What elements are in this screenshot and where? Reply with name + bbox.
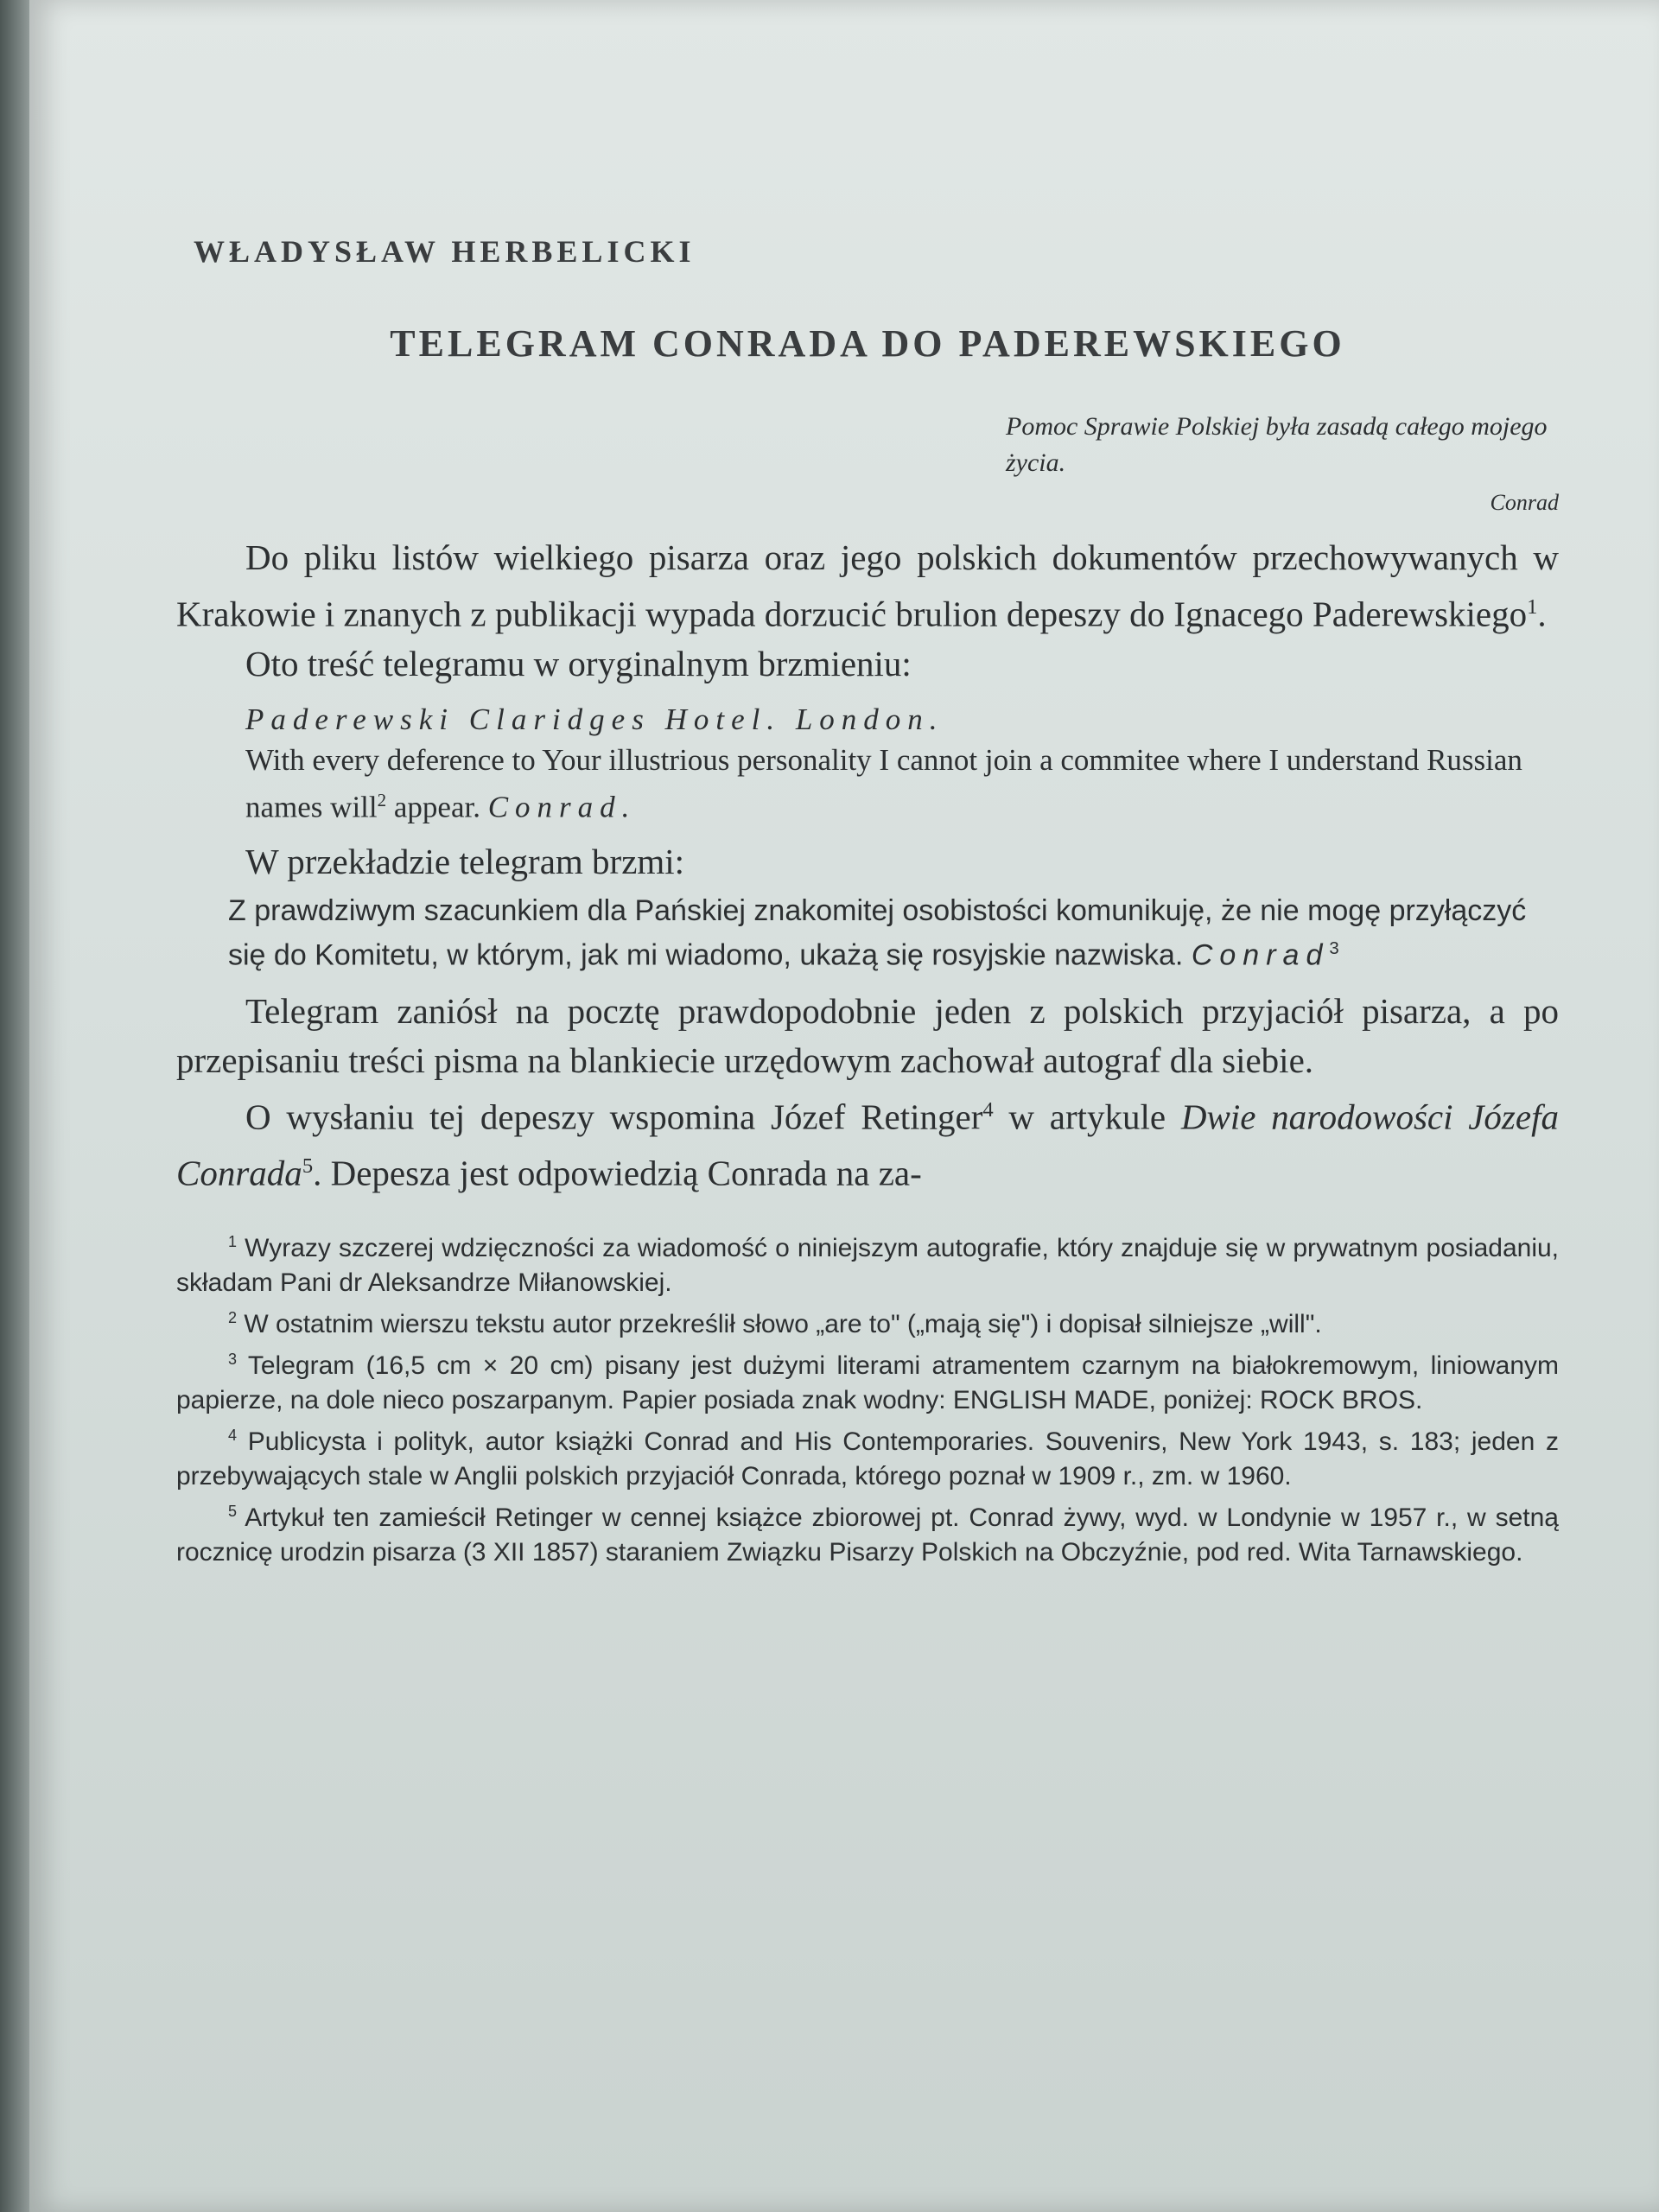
footnote-text: Telegram (16,5 cm × 20 cm) pisany jest dużymi literami atramentem czarnym na białokremowym, liniowanym papierze, na dole nieco poszarpanym. Papier posiada znak wodny: ENGLISH MADE, poniżej: ROCK BROS. <box>176 1351 1559 1414</box>
article-reference-title: Dwie narodowości Józefa Conrada <box>176 1096 1559 1193</box>
telegram-signature: Conrad. <box>487 790 637 824</box>
page-sheet <box>29 0 1659 2212</box>
translation-intro: W przekładzie telegram brzmi: <box>245 842 685 882</box>
footnote-number: 4 <box>228 1426 238 1444</box>
paragraph-4-c: . Depesza jest odpowiedzią Conrada na za- <box>313 1153 922 1193</box>
epigraph-text: Pomoc Sprawie Polskiej była zasadą całego mojego życia. <box>1006 412 1548 477</box>
epigraph <box>1006 409 1559 521</box>
footnote-ref-3: 3 <box>1329 939 1339 959</box>
footnote-number: 2 <box>228 1308 238 1326</box>
footnote <box>176 1224 1559 1300</box>
footnote-ref-2: 2 <box>377 789 387 810</box>
article-title: TELEGRAM CONRADA DO PADEREWSKIEGO <box>390 322 1345 365</box>
paragraph-4-b: w artykule <box>993 1096 1181 1137</box>
paragraph-4-a: O wysłaniu tej depeszy wspomina Józef Retinger <box>245 1096 983 1137</box>
footnote-text: Publicysta i polityk, autor książki Conrad and His Contemporaries. Souvenirs, New York 1943, s. 183; jeden z przebywających stale w Anglii polskich przyjaciół Conrada, którego poznał w 1909 r., zm. w 1960. <box>176 1427 1559 1491</box>
footnote-text: Wyrazy szczerej wdzięczności za wiadomość o niniejszym autografie, który znajduje się w prywatnym posiadaniu, składam Pani dr Aleksandrze Miłanowskiej. <box>176 1233 1560 1297</box>
paragraph-1 <box>176 533 1559 639</box>
footnote-number: 5 <box>228 1502 238 1520</box>
paragraph-1-text: Do pliku listów wielkiego pisarza oraz jego polskich dokumentów przechowywanych w Krakowie i znanych z publikacji wypada dorzucić brulion depeszy do Ignacego Paderewskiego <box>176 537 1559 634</box>
paragraph-2: Oto treść telegramu w oryginalnym brzmieniu: <box>245 643 912 683</box>
footnote <box>176 1494 1559 1570</box>
footnote-text: Artykuł ten zamieścił Retinger w cennej książce zbiorowej pt. Conrad żywy, wyd. w Londynie w 1957 r., w setną rocznicę urodzin pisarza (3 XII 1857) staraniem Związku Pisarzy Polskich na Obczyźnie, pod red. Wita Tarnawskiego. <box>176 1503 1559 1567</box>
footnotes <box>176 1224 1559 1570</box>
translation-signature: Conrad <box>1191 938 1330 972</box>
telegram-text-a: With every deference to Your illustrious personality I cannot join a commitee where I understand Russian names will <box>245 742 1522 824</box>
footnote-text: W ostatnim wierszu tekstu autor przekreślił słowo „are to" („mają się") i dopisał silniejsze „will". <box>244 1309 1322 1338</box>
book-binding <box>0 0 33 2212</box>
telegram-address: Paderewski Claridges Hotel. London. <box>245 702 944 736</box>
footnote-number: 1 <box>228 1232 238 1250</box>
telegram-original <box>245 699 1559 828</box>
paragraph-3: Telegram zaniósł na pocztę prawdopodobnie jeden z polskich przyjaciół pisarza, a po przepisaniu treści pisma na blankiecie urzędowym zachował autograf dla siebie. <box>176 990 1559 1080</box>
article-author: WŁADYSŁAW HERBELICKI <box>194 234 696 269</box>
footnote-ref-1: 1 <box>1527 595 1538 619</box>
page-content <box>176 233 1559 1570</box>
epigraph-signature: Conrad <box>1490 490 1559 515</box>
telegram-text <box>245 740 1559 828</box>
footnote <box>176 1300 1559 1342</box>
telegram-translation <box>228 892 1559 974</box>
footnote-number: 3 <box>228 1350 238 1368</box>
footnote-ref-5: 5 <box>302 1154 314 1179</box>
telegram-text-b: appear. <box>386 790 480 824</box>
paragraph-1-end: . <box>1537 594 1547 634</box>
paragraph-4 <box>176 1085 1559 1198</box>
translation-text: Z prawdziwym szacunkiem dla Pańskiej znakomitej osobistości komunikuję, że nie mogę przyłączyć się do Komitetu, w którym, jak mi wiadomo, ukażą się rosyjskie nazwiska. <box>228 894 1527 972</box>
footnote-ref-4: 4 <box>982 1097 994 1122</box>
footnote <box>176 1342 1559 1418</box>
footnote <box>176 1418 1559 1494</box>
article-body <box>176 533 1559 1198</box>
